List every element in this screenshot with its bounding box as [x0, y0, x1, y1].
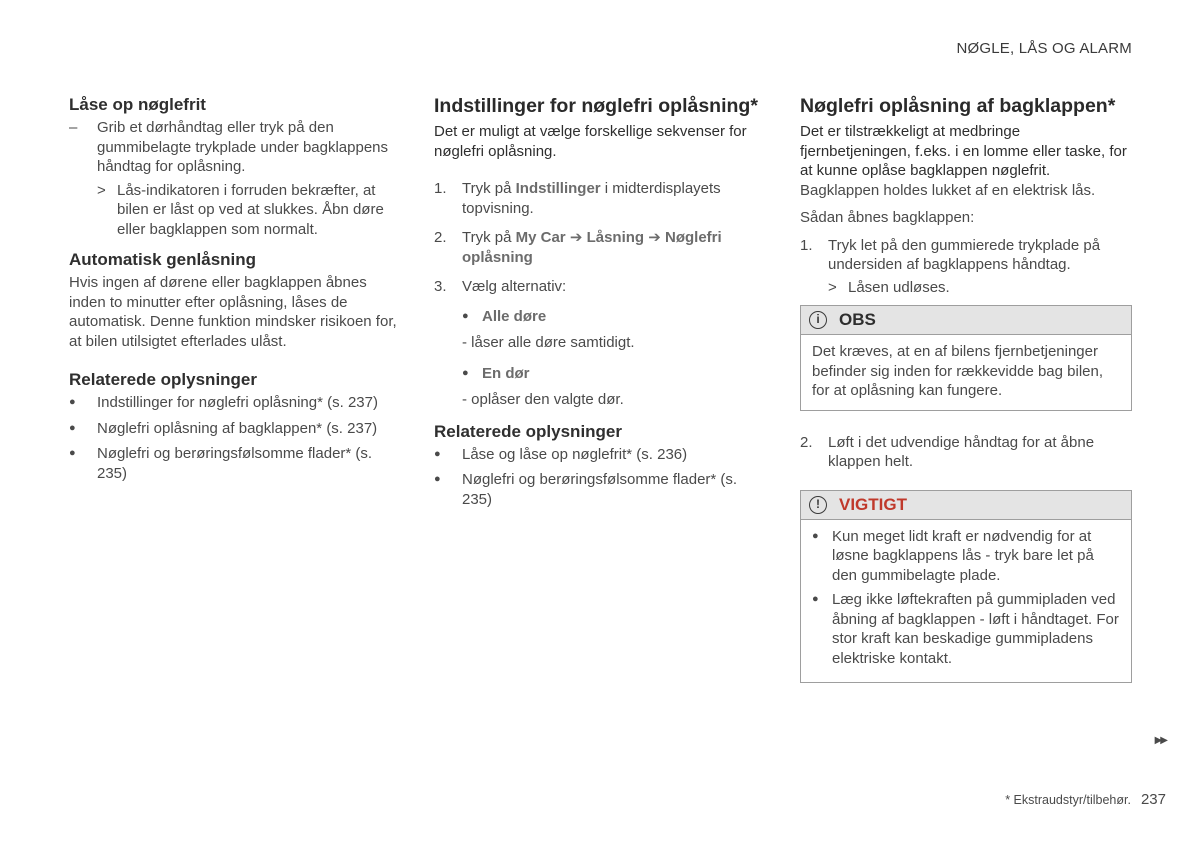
warning-list	[812, 527, 1119, 669]
info-icon: i	[809, 311, 827, 329]
option-description: - låser alle døre samtidigt.	[462, 334, 635, 351]
option-description: - oplåser den valgte dør.	[462, 391, 624, 408]
footnote: * Ekstraudstyr/tilbehør.	[1005, 793, 1131, 807]
bullet-icon: ●	[462, 309, 469, 322]
obs-title: OBS	[839, 310, 876, 330]
tailgate-lead: Det er tilstrækkeligt at medbringe fjernbetjeningen, f.eks. i en lomme eller taske, for at kunne oplåse bagklappen nøglefrit.	[800, 123, 1127, 179]
step-text-post: i midterdisplayets topvisning.	[462, 180, 721, 217]
page-footer	[1005, 791, 1166, 808]
bullet-icon: ●	[69, 396, 76, 408]
related-link[interactable]: Nøglefri oplåsning af bagklappen* (s. 237)	[97, 419, 378, 437]
warning-notice	[800, 490, 1132, 684]
step-number: 3.	[434, 278, 447, 295]
arrow-right-icon: ➔	[648, 229, 661, 246]
page-number: 237	[1140, 791, 1166, 808]
option-label: Alle døre	[482, 307, 547, 325]
related-list-left	[69, 393, 399, 483]
option-label: En dør	[482, 364, 530, 382]
step-text	[462, 179, 769, 218]
unlock-step-text: Grib et dørhåndtag eller tryk på den gummibelagte trykplade under bagklappens håndtag for oplåsning.	[97, 119, 389, 175]
option-all-doors	[434, 307, 769, 327]
result-marker: >	[828, 278, 837, 296]
settings-title: Indstillinger for nøglefri oplåsning*	[434, 95, 758, 117]
settings-lead: Det er muligt at vælge forskellige sekvenser for nøglefri oplåsning.	[434, 123, 747, 160]
bullet-icon: ●	[812, 529, 819, 542]
unlock-heading: Låse op nøglefrit	[69, 95, 206, 114]
relock-text: Hvis ingen af dørene eller bagklappen åbnes inden to minutter efter oplåsning, låses de automatisk. Denne funktion mindsker risikoen for, at bilen utilsigtet efterlades ulåst.	[69, 274, 397, 350]
bullet-icon: ●	[434, 473, 441, 485]
bullet-icon: ●	[434, 447, 441, 460]
tailgate-steps-continued	[800, 433, 1132, 472]
dash-marker: –	[69, 119, 78, 136]
warning-item-text: Kun meget lidt kraft er nødvendig for at løsne bagklappens lås - tryk bare let på den gummibelagte plade.	[832, 527, 1094, 584]
warning-item-text: Læg ikke løftekraften på gummipladen ved åbning af bagklappen - løft i håndtaget. For stor kraft kan beskadige gummipladens elektriske kontakt.	[832, 591, 1119, 667]
related-link[interactable]: Nøglefri og berøringsfølsomme flader* (s. 235)	[97, 445, 373, 482]
relock-heading: Automatisk genlåsning	[69, 250, 257, 269]
related-link[interactable]: Låse og låse op nøglefrit* (s. 236)	[462, 445, 688, 463]
step-number: 1.	[800, 236, 813, 254]
step-text: Vælg alternativ:	[462, 278, 567, 295]
column-left	[69, 94, 399, 489]
related-list-middle	[434, 445, 769, 510]
related-link[interactable]: Nøglefri og berøringsfølsomme flader* (s. 235)	[462, 471, 738, 508]
bullet-icon: ●	[462, 366, 469, 379]
list-item[interactable]	[434, 445, 769, 465]
column-middle	[434, 94, 769, 515]
bullet-icon: ●	[69, 447, 76, 459]
step-1	[800, 236, 1132, 275]
page-header: NØGLE, LÅS OG ALARM	[956, 40, 1132, 57]
step-text-pre: Tryk på	[462, 180, 516, 197]
step-result	[800, 278, 1132, 298]
list-item[interactable]	[434, 470, 769, 509]
unlock-result-text: Lås-indikatoren i forruden bekræfter, at bilen er låst op ved at slukkes. Åbn døre eller bagklappen som normalt.	[117, 181, 384, 238]
warning-title: VIGTIGT	[839, 494, 907, 514]
warning-icon: !	[809, 496, 827, 514]
unlock-result	[69, 181, 399, 240]
step-2	[434, 228, 769, 267]
step-result-text: Låsen udløses.	[848, 278, 950, 296]
list-item[interactable]	[69, 393, 399, 413]
warning-body	[801, 520, 1131, 683]
step-2	[800, 433, 1132, 472]
related-heading-left: Relaterede oplysninger	[69, 370, 258, 389]
obs-notice-header	[801, 306, 1131, 335]
tailgate-steps	[800, 236, 1132, 275]
list-item[interactable]	[69, 419, 399, 439]
tailgate-title: Nøglefri oplåsning af bagklappen*	[800, 95, 1116, 117]
list-item[interactable]	[69, 444, 399, 483]
step-number: 2.	[434, 229, 447, 246]
arrow-right-icon: ➔	[569, 229, 583, 246]
related-link[interactable]: Indstillinger for nøglefri oplåsning* (s. 237)	[97, 394, 378, 411]
step-text: Tryk let på den gummierede trykplade på undersiden af bagklappens håndtag.	[828, 236, 1101, 273]
tailgate-text-1: Bagklappen holdes lukket af en elektrisk lås.	[800, 181, 1096, 199]
step-text-pre: Tryk på	[462, 229, 516, 246]
menu-locking-label: Låsning	[586, 229, 645, 246]
bullet-icon: ●	[812, 593, 819, 605]
unlock-step	[69, 118, 399, 177]
menu-mycar-label: My Car	[515, 229, 566, 246]
menu-settings-label: Indstillinger	[515, 180, 601, 197]
obs-text: Det kræves, at en af bilens fjernbetjeninger befinder sig inden for rækkevidde bag bilen, for at oplåsning kan fungere.	[812, 343, 1104, 399]
step-3	[434, 277, 769, 297]
continue-icon: ▶▶	[1154, 735, 1166, 746]
warning-notice-header	[801, 491, 1131, 520]
step-number: 2.	[800, 433, 813, 451]
step-number: 1.	[434, 180, 447, 197]
obs-notice	[800, 305, 1132, 411]
step-text: Løft i det udvendige håndtag for at åbne klappen helt.	[828, 433, 1095, 470]
step-text	[462, 228, 769, 267]
related-heading-middle: Relaterede oplysninger	[434, 421, 623, 441]
step-1	[434, 179, 769, 218]
bullet-icon: ●	[69, 421, 76, 434]
menu-keyless-label: Nøglefri oplåsning	[462, 229, 722, 266]
option-one-door	[434, 364, 769, 384]
settings-steps	[434, 179, 769, 297]
tailgate-text-2: Sådan åbnes bagklappen:	[800, 209, 975, 226]
list-item	[812, 527, 1119, 586]
result-marker: >	[97, 181, 106, 199]
list-item	[812, 590, 1119, 668]
column-right	[800, 94, 1132, 705]
